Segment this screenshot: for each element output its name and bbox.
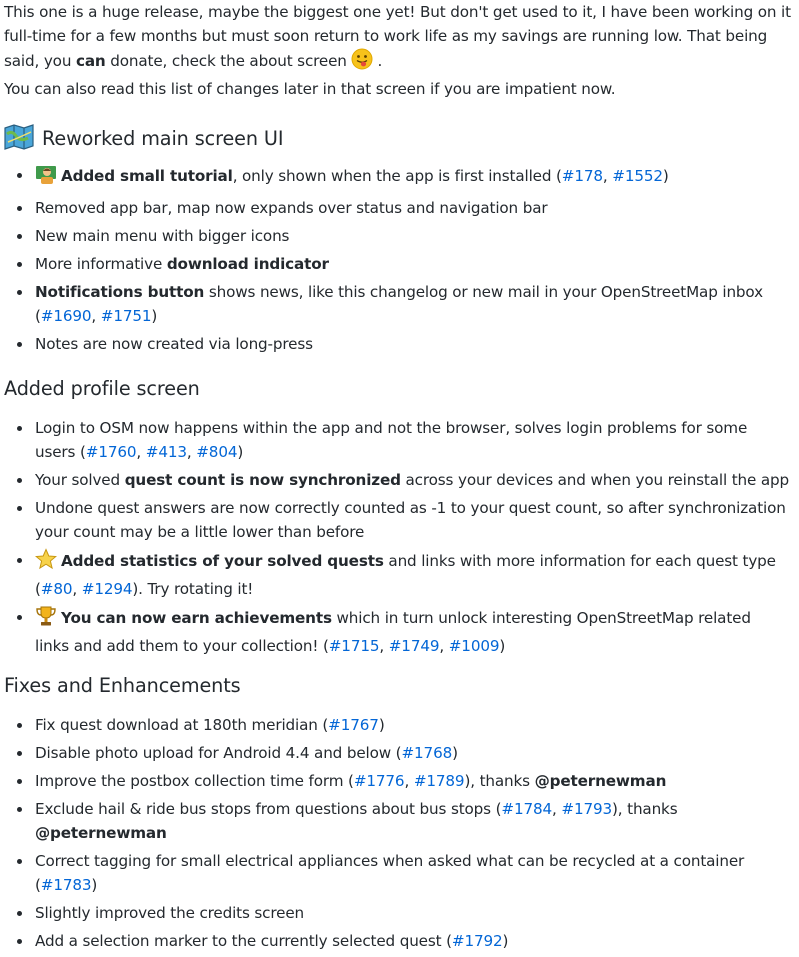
intro-line-1: This one is a huge release, maybe the biggest one yet! But don't get used to it, I have been working on it full-time for a few months but must soon return to work life as my savings are running low. That being said, you can donate, check the about screen . bbox=[4, 0, 794, 77]
intro-paragraph bbox=[4, 0, 794, 101]
issue-link[interactable]: #1552 bbox=[612, 167, 663, 185]
section-heading-main-screen: Reworked main screen UI bbox=[4, 124, 283, 156]
issue-link[interactable]: #1784 bbox=[501, 800, 553, 818]
list-item: Notifications button shows news, like this changelog or new mail in your OpenStreetMap inbox (#1690, #1751) bbox=[14, 280, 789, 328]
list-item: Your solved quest count is now synchronized across your devices and when you reinstall the app bbox=[14, 468, 789, 492]
intro-line-2: You can also read this list of changes later in that screen if you are impatient now. bbox=[4, 80, 616, 98]
issue-link[interactable]: #1789 bbox=[413, 772, 465, 790]
profile-changes-list bbox=[14, 416, 789, 662]
issue-link[interactable]: #1768 bbox=[401, 744, 453, 762]
list-item: Disable photo upload for Android 4.4 and below (#1768) bbox=[14, 741, 789, 765]
main-screen-changes-list bbox=[14, 163, 789, 360]
list-item: You can now earn achievements which in turn unlock interesting OpenStreetMap related links and add them to your collection! (#1715, #1749, #1009) bbox=[14, 605, 789, 658]
star-icon bbox=[35, 548, 57, 577]
user-mention: @peternewman bbox=[35, 824, 167, 842]
tongue-emoji-icon bbox=[351, 48, 373, 77]
list-item: Improve the postbox collection time form (#1776, #1789), thanks @peternewman bbox=[14, 769, 789, 793]
issue-link[interactable]: #80 bbox=[40, 580, 73, 598]
section-heading-fixes: Fixes and Enhancements bbox=[4, 674, 241, 697]
folded-map-icon bbox=[4, 124, 34, 156]
list-item: Undone quest answers are now correctly counted as -1 to your quest count, so after synchronization your count may be a little lower than before bbox=[14, 496, 789, 544]
list-item: Login to OSM now happens within the app and not the browser, solves login problems for some users (#1760, #413, #804) bbox=[14, 416, 789, 464]
issue-link[interactable]: #1760 bbox=[85, 443, 137, 461]
list-item: Fix quest download at 180th meridian (#1767) bbox=[14, 713, 789, 737]
list-item: Removed app bar, map now expands over status and navigation bar bbox=[14, 196, 789, 220]
issue-link[interactable]: #1767 bbox=[328, 716, 379, 734]
list-item: More informative download indicator bbox=[14, 252, 789, 276]
issue-link[interactable]: #1009 bbox=[448, 637, 500, 655]
issue-link[interactable]: #413 bbox=[145, 443, 187, 461]
issue-link[interactable]: #1783 bbox=[40, 876, 92, 894]
issue-link[interactable]: #1749 bbox=[388, 637, 440, 655]
tutorial-icon bbox=[35, 163, 57, 192]
list-item: Correct tagging for small electrical appliances when asked what can be recycled at a container (#1783) bbox=[14, 849, 789, 897]
fixes-list bbox=[14, 713, 789, 957]
issue-link[interactable]: #1751 bbox=[100, 307, 152, 325]
issue-link[interactable]: #1294 bbox=[81, 580, 133, 598]
list-item: Exclude hail & ride bus stops from questions about bus stops (#1784, #1793), thanks @peternewman bbox=[14, 797, 789, 845]
list-item: Add a selection marker to the currently selected quest (#1792) bbox=[14, 929, 789, 953]
list-item: Slightly improved the credits screen bbox=[14, 901, 789, 925]
list-item: Added small tutorial, only shown when the app is first installed (#178, #1552) bbox=[14, 163, 789, 192]
list-item: Added statistics of your solved quests and links with more information for each quest type (#80, #1294). Try rotating it! bbox=[14, 548, 789, 601]
issue-link[interactable]: #1793 bbox=[561, 800, 613, 818]
section-heading-profile: Added profile screen bbox=[4, 377, 200, 400]
issue-link[interactable]: #1715 bbox=[328, 637, 380, 655]
issue-link[interactable]: #804 bbox=[196, 443, 238, 461]
issue-link[interactable]: #1690 bbox=[40, 307, 92, 325]
list-item: New main menu with bigger icons bbox=[14, 224, 789, 248]
list-item: Notes are now created via long-press bbox=[14, 332, 789, 356]
issue-link[interactable]: #1776 bbox=[353, 772, 405, 790]
issue-link[interactable]: #1792 bbox=[451, 932, 503, 950]
issue-link[interactable]: #178 bbox=[561, 167, 603, 185]
user-mention: @peternewman bbox=[534, 772, 667, 790]
trophy-icon bbox=[35, 605, 57, 634]
